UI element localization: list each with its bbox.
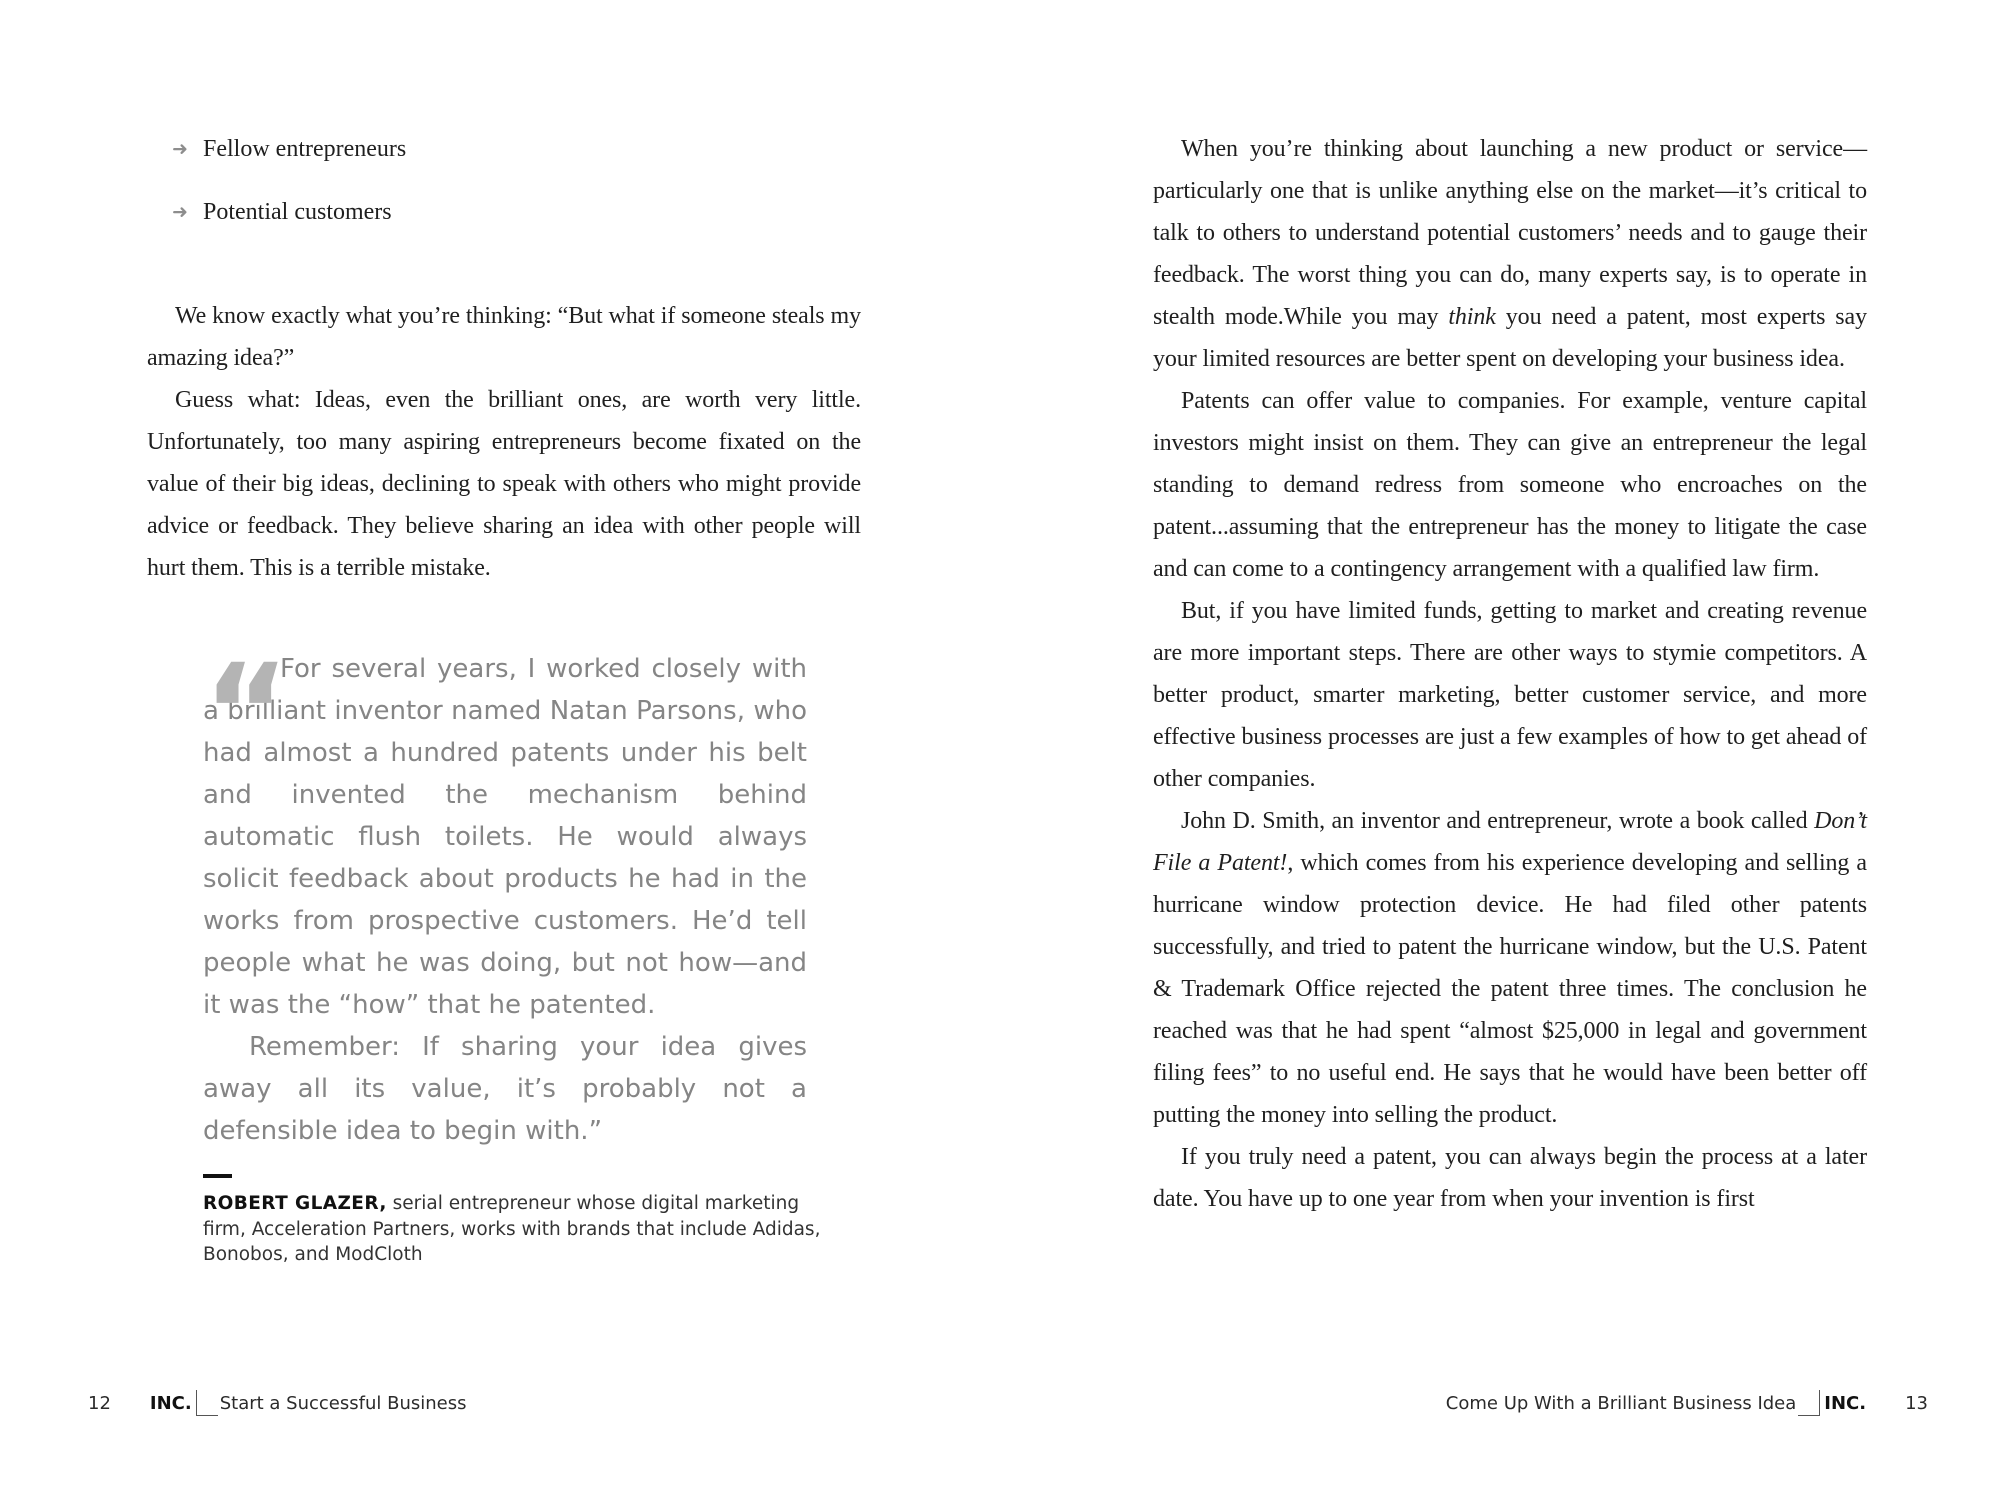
bullet-text: Potential customers xyxy=(203,199,392,225)
list-item xyxy=(172,191,912,233)
right-body-text xyxy=(1153,128,1867,1220)
attribution-rule xyxy=(203,1174,232,1178)
logo-bracket xyxy=(196,1390,218,1416)
paragraph: But, if you have limited funds, getting to market and creating revenue are more important steps. There are other ways to stymie competitors. A better product, smarter marketing, better customer service, and more effective business processes are just a few examples of how to get ahead of other companies. xyxy=(1153,598,1867,792)
footer-title: Start a Successful Business xyxy=(219,1392,467,1414)
attribution-description: serial entrepreneur whose digital marketing firm, Acceleration Partners, works with brands that include Adidas, Bonobos, and ModCloth xyxy=(203,1193,821,1265)
paragraph-text: John D. Smith, an inventor and entrepreneur, wrote a book called xyxy=(1181,808,1808,834)
bullet-list xyxy=(172,128,912,254)
paragraph: Patents can offer value to companies. For example, venture capital investors might insist on them. They can give an entrepreneur the legal standing to demand redress from someone who encroaches on the patent...assuming that the entrepreneur has the money to litigate the case and can come to a contingency arrangement with a qualified law firm. xyxy=(1153,388,1867,582)
quote-mark-icon: “ xyxy=(203,636,290,790)
page-number: 12 xyxy=(88,1392,111,1414)
paragraph: Guess what: Ideas, even the brilliant ones, are worth very little. Unfortunately, too many aspiring entrepreneurs become fixated on the value of their big ideas, declining to speak with others who might provide advice or feedback. They believe sharing an idea with other people will hurt them. This is a terrible mistake. xyxy=(147,387,861,581)
footer-left xyxy=(88,1388,466,1418)
paragraph: If you truly need a patent, you can always begin the process at a later date. You have up to one year from when your invention is first xyxy=(1153,1144,1867,1212)
quote-attribution xyxy=(203,1191,823,1268)
left-body-text xyxy=(147,295,861,589)
footer-title: Come Up With a Brilliant Business Idea xyxy=(1445,1392,1797,1414)
bullet-text: Fellow entrepreneurs xyxy=(203,136,407,162)
pull-quote xyxy=(203,636,807,1152)
inc-logo: INC. xyxy=(1824,1392,1867,1414)
footer-right xyxy=(1446,1388,1928,1418)
quote-paragraph: Remember: If sharing your idea gives away all its value, it’s probably not a defensible idea to begin with.” xyxy=(203,1032,807,1146)
paragraph-text: , which comes from his experience developing and selling a hurricane window protection device. He had filed other patents successfully, and tried to patent the hurricane window, but the U.S. Patent & Trademark Office rejected the patent three times. The conclusion he reached was that he had spent “almost $25,000 in legal and government filing fees” to no useful end. He says that he would have been better off putting the money into selling the product. xyxy=(1153,850,1867,1128)
arrow-right-icon: ➜ xyxy=(172,138,188,160)
quote-paragraph: For several years, I worked closely with a brilliant inventor named Natan Parsons, who had almost a hundred patents under his belt and invented the mechanism behind automatic flush toilets. He would always solicit feedback about products he had in the works from prospective customers. He’d tell people what he was doing, but not how—and it was the “how” that he patented. xyxy=(203,654,807,1020)
attribution-name: ROBERT GLAZER, xyxy=(203,1193,387,1214)
arrow-right-icon: ➜ xyxy=(172,201,188,223)
inc-logo: INC. xyxy=(149,1392,192,1414)
page-number: 13 xyxy=(1905,1392,1928,1414)
paragraph xyxy=(1153,800,1867,1136)
logo-bracket xyxy=(1798,1390,1820,1416)
list-item xyxy=(172,128,912,170)
emphasis-text: think xyxy=(1448,304,1496,330)
paragraph xyxy=(1153,128,1867,380)
right-page xyxy=(1000,0,2000,1500)
paragraph: We know exactly what you’re thinking: “But what if someone steals my amazing idea?” xyxy=(147,303,861,371)
paragraph-text: you need a patent, most experts say your limited resources are better spent on developing your business idea. xyxy=(1153,304,1867,372)
paragraph-text: When you’re thinking about launching a new product or service—particularly one that is unlike anything else on the market—it’s critical to talk to others to understand potential customers’ needs and to gauge their feedback. The worst thing you can do, many experts say, is to operate in stealth mode.While you may xyxy=(1153,136,1867,330)
book-title: Don’t File a Patent! xyxy=(1153,808,1867,876)
